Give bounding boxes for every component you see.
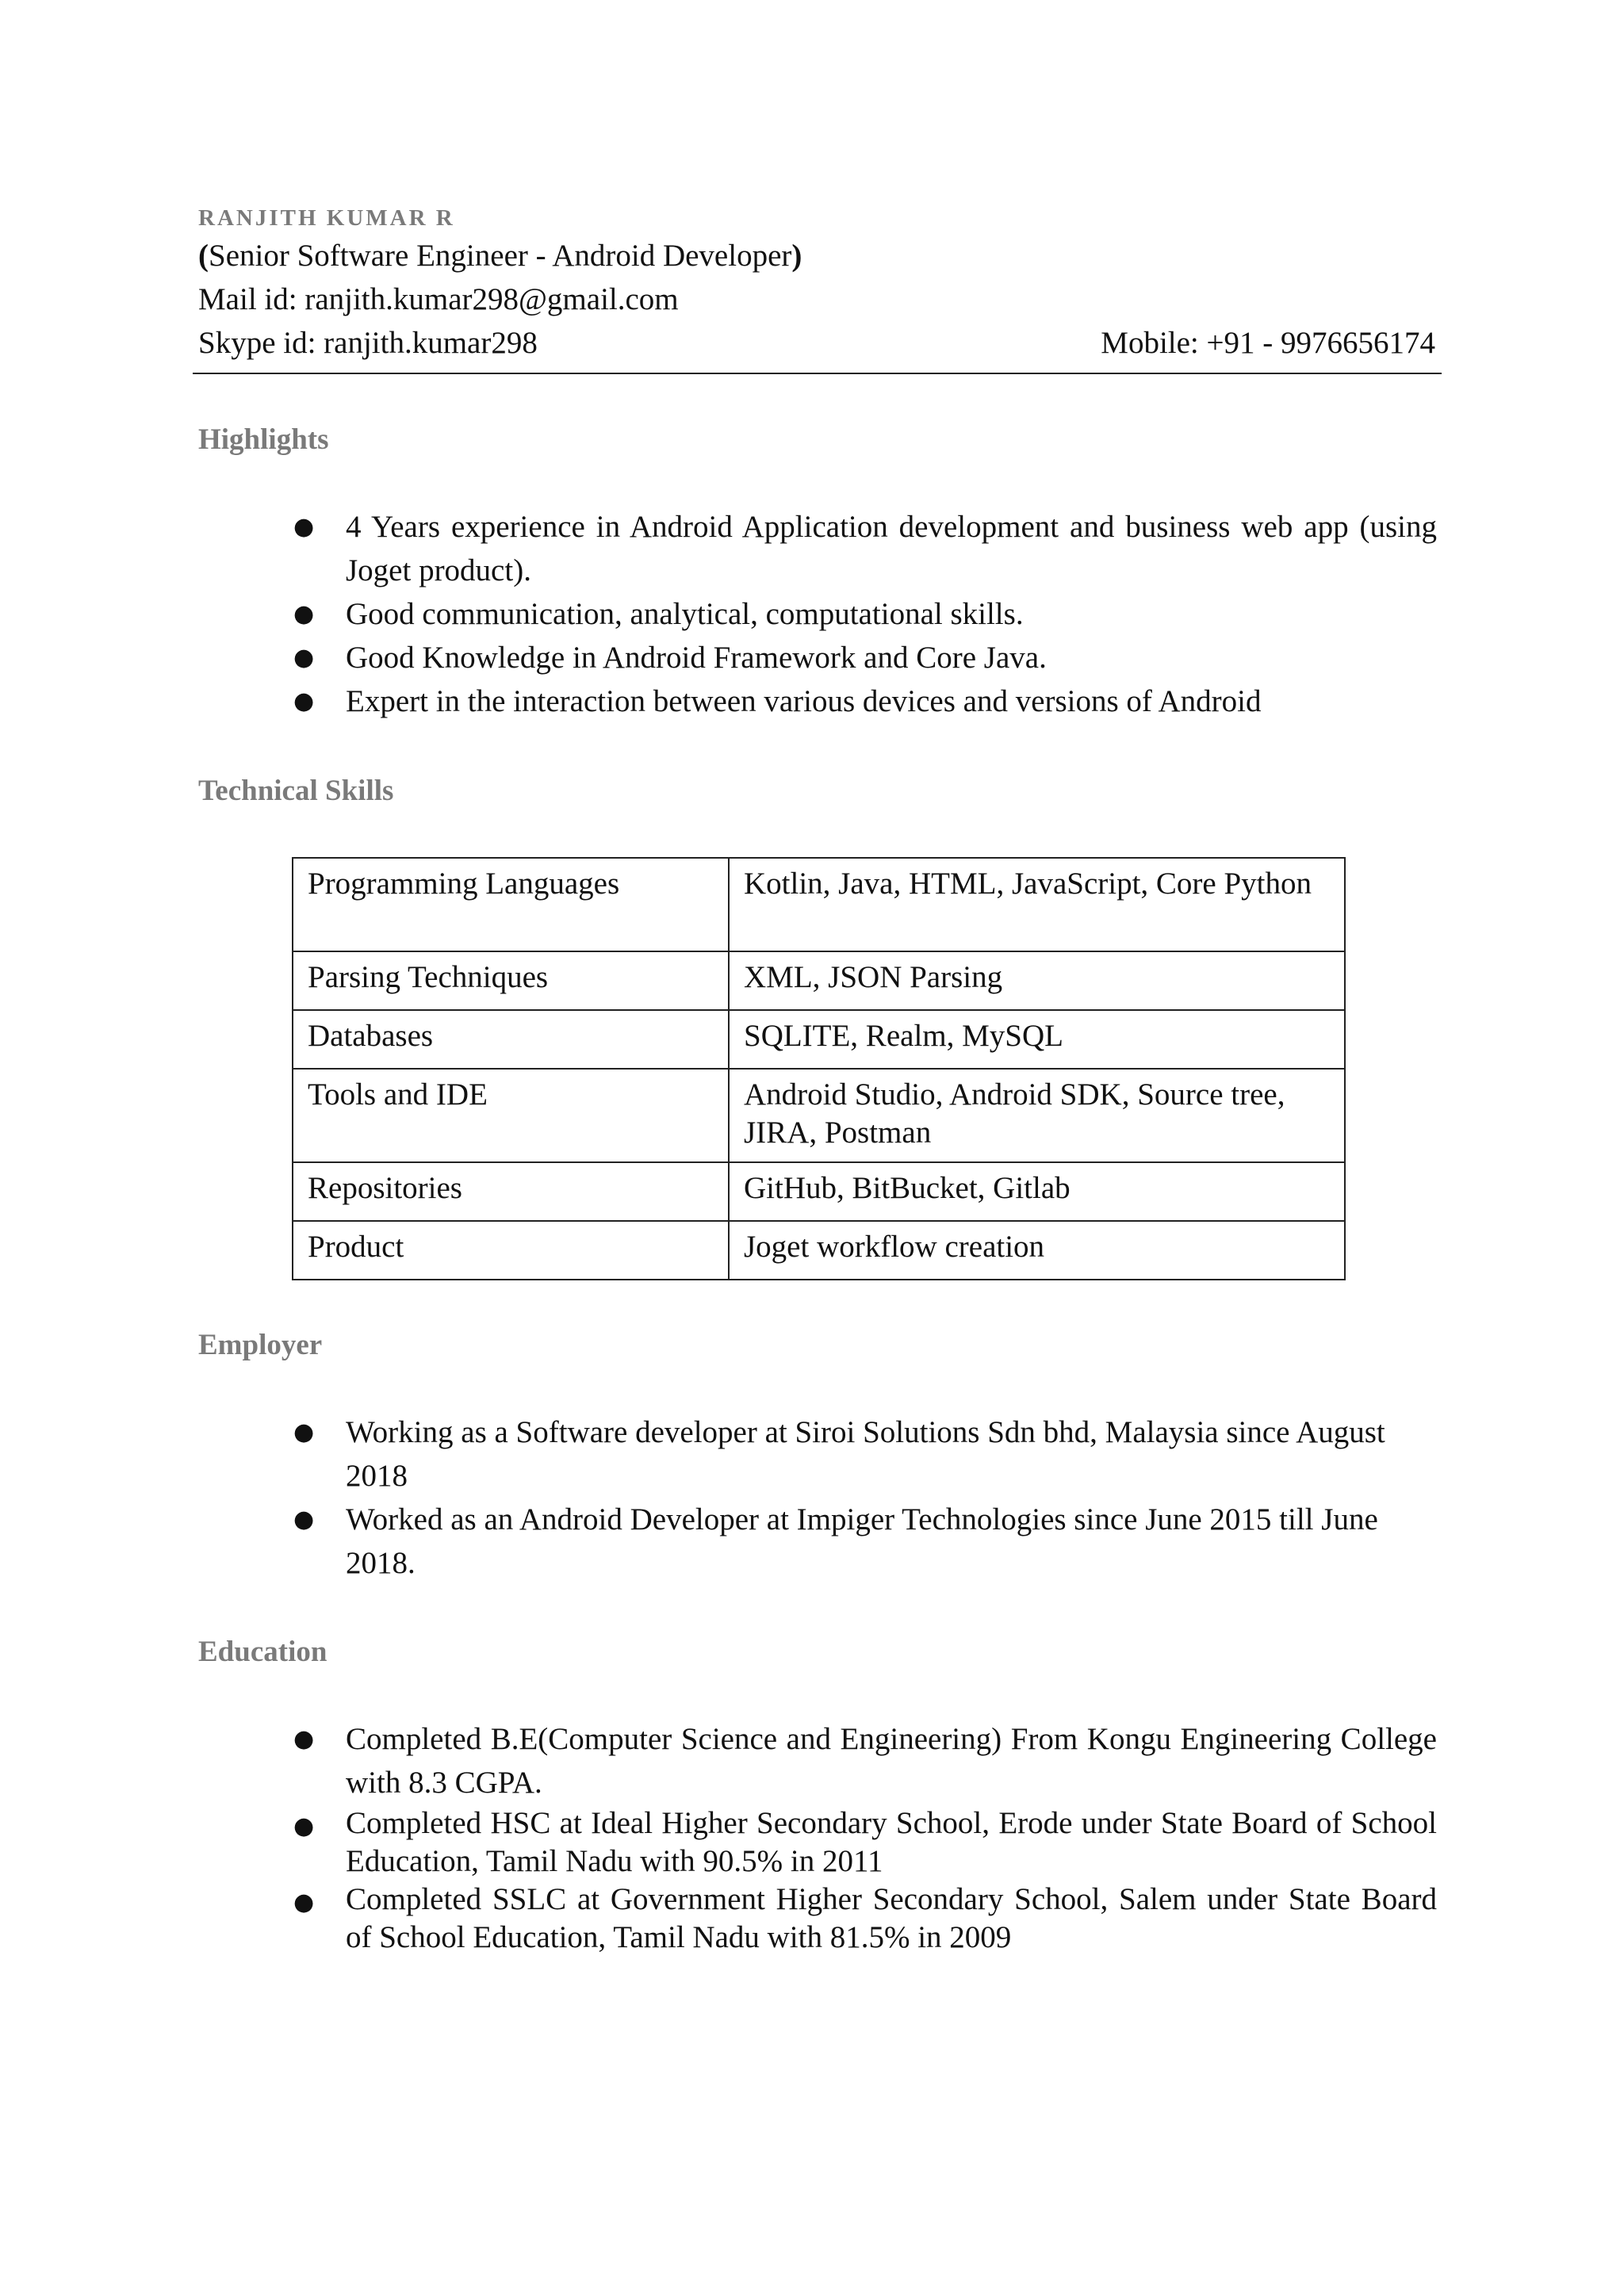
skill-value: Kotlin, Java, HTML, JavaScript, Core Python	[729, 858, 1345, 951]
skill-category: Product	[293, 1221, 729, 1280]
highlight-text: Good communication, analytical, computational skills.	[346, 597, 1024, 631]
skill-value: SQLITE, Realm, MySQL	[729, 1010, 1345, 1069]
bullet-icon: ●	[293, 1812, 315, 1840]
bullet-icon: ●	[293, 1888, 315, 1916]
table-row	[293, 1069, 1345, 1162]
title-open-paren: (	[198, 239, 209, 273]
skill-category: Programming Languages	[293, 858, 729, 951]
bullet-icon: ●	[293, 687, 315, 715]
table-row	[293, 1010, 1345, 1069]
technical-skills-table	[292, 857, 1346, 1280]
bullet-icon: ●	[293, 513, 315, 541]
education-text: Completed SSLC at Government Higher Secondary School, Salem under State Board of School Education, Tamil Nadu with 81.5% in 2009	[346, 1882, 1437, 1954]
skill-value: GitHub, BitBucket, Gitlab	[729, 1162, 1345, 1221]
table-row	[293, 1221, 1345, 1280]
skill-category: Parsing Techniques	[293, 951, 729, 1010]
skill-value: Joget workflow creation	[729, 1221, 1345, 1280]
technical-skills-heading: Technical Skills	[198, 775, 394, 807]
list-item	[293, 505, 1437, 592]
skill-category: Tools and IDE	[293, 1069, 729, 1162]
list-item	[293, 679, 1437, 723]
employer-list	[293, 1410, 1437, 1585]
mail-id: Mail id: ranjith.kumar298@gmail.com	[198, 282, 679, 316]
list-item	[293, 1498, 1437, 1585]
table-row	[293, 1162, 1345, 1221]
list-item	[293, 636, 1437, 679]
education-list	[293, 1717, 1437, 1957]
header-divider	[193, 373, 1442, 374]
highlight-text: 4 Years experience in Android Application development and business web app (using Joget product).	[346, 510, 1437, 587]
skill-category: Repositories	[293, 1162, 729, 1221]
skill-value: Android Studio, Android SDK, Source tree, JIRA, Postman	[729, 1069, 1345, 1162]
highlight-text: Expert in the interaction between various devices and versions of Android	[346, 684, 1262, 718]
highlights-list	[293, 505, 1437, 723]
bullet-icon: ●	[293, 644, 315, 672]
list-item	[293, 1410, 1437, 1498]
employer-text: Worked as an Android Developer at Impiger Technologies since June 2015 till June 2018.	[346, 1502, 1378, 1580]
bullet-icon: ●	[293, 1506, 315, 1533]
employer-heading: Employer	[198, 1329, 323, 1361]
education-text: Completed B.E(Computer Science and Engineering) From Kongu Engineering College with 8.3 CGPA.	[346, 1722, 1437, 1800]
contact-row	[198, 321, 1435, 365]
bullet-icon: ●	[293, 1418, 315, 1446]
job-title: Senior Software Engineer - Android Developer	[209, 239, 792, 273]
highlight-text: Good Knowledge in Android Framework and Core Java.	[346, 641, 1047, 675]
bullet-icon: ●	[293, 1725, 315, 1753]
mobile-number: Mobile: +91 - 9976656174	[1101, 326, 1435, 360]
list-item	[293, 1804, 1437, 1881]
highlights-heading: Highlights	[198, 423, 329, 456]
table-row	[293, 858, 1345, 951]
employer-text: Working as a Software developer at Siroi Solutions Sdn bhd, Malaysia since August 2018	[346, 1415, 1385, 1493]
skill-value: XML, JSON Parsing	[729, 951, 1345, 1010]
list-item	[293, 1717, 1437, 1804]
skill-category: Databases	[293, 1010, 729, 1069]
resume-header	[198, 202, 1435, 365]
list-item	[293, 592, 1437, 636]
job-title-line	[198, 234, 1435, 277]
education-heading: Education	[198, 1636, 327, 1668]
candidate-name: RANJITH KUMAR R	[198, 205, 455, 231]
skype-id: Skype id: ranjith.kumar298	[198, 326, 538, 360]
table-row	[293, 951, 1345, 1010]
list-item	[293, 1881, 1437, 1957]
title-close-paren: )	[791, 239, 802, 273]
education-text: Completed HSC at Ideal Higher Secondary School, Erode under State Board of School Education, Tamil Nadu with 90.5% in 2011	[346, 1806, 1437, 1878]
bullet-icon: ●	[293, 600, 315, 628]
